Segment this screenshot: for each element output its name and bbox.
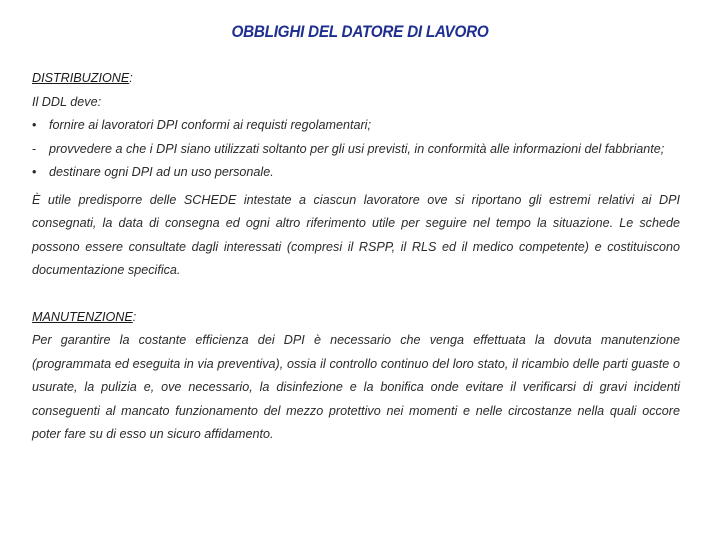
page-title: OBBLIGHI DEL DATORE DI LAVORO — [231, 22, 489, 41]
distribuzione-list — [32, 114, 680, 185]
bullet-mark: • — [32, 118, 37, 132]
distribuzione-heading-line — [32, 67, 680, 91]
list-item-text: fornire ai lavoratori DPI conformi ai requisti regolamentari; — [49, 118, 371, 132]
list-item — [32, 138, 680, 162]
list-item-text: provvedere a che i DPI siano utilizzati soltanto per gli usi previsti, in conformità alle informazioni del fabbriante; — [49, 141, 665, 156]
distribuzione-paragraph: È utile predisporre delle SCHEDE intestate a ciascun lavoratore ove si riportano gli estremi relativi ai DPI consegnati, la data di consegna ed ogni altro riferimento utile per seguire nel tempo la situazione. Le schede possono essere consultate dagli interessati (compresi il RSPP, il RLS ed il medico competente) e costituiscono documentazione specifica. — [32, 192, 680, 277]
manutenzione-paragraph: Per garantire la costante efficienza dei DPI è necessario che venga effettuata la dovuta manutenzione (programmata ed eseguita in via preventiva), ossia il controllo continuo del loro stato, il ricambio delle parti guaste o usurate, la pulizia e, ove necessario, la disinfezione e la bonifica onde evitare il verificarsi di gravi incidenti conseguenti al mancato funzionamento del mezzo protettivo nei momenti e nelle circostanze nella quali occore poter fare su di esso un sicuro affidamento. — [32, 333, 680, 441]
distribuzione-heading-suffix: : — [129, 71, 133, 85]
page-crop-mask — [0, 462, 720, 540]
list-item — [32, 161, 680, 185]
bullet-mark: • — [32, 165, 37, 179]
list-item — [32, 114, 680, 138]
distribuzione-heading: DISTRIBUZIONE — [32, 71, 130, 85]
manutenzione-heading: MANUTENZIONE — [32, 309, 133, 324]
dash-mark: - — [32, 141, 37, 156]
manutenzione-heading-suffix: : — [132, 309, 137, 324]
distribuzione-intro: Il DDL deve: — [32, 94, 102, 109]
manutenzione-heading-line — [32, 306, 680, 330]
document-body — [32, 67, 680, 447]
list-item-text: destinare ogni DPI ad un uso personale. — [49, 165, 274, 179]
